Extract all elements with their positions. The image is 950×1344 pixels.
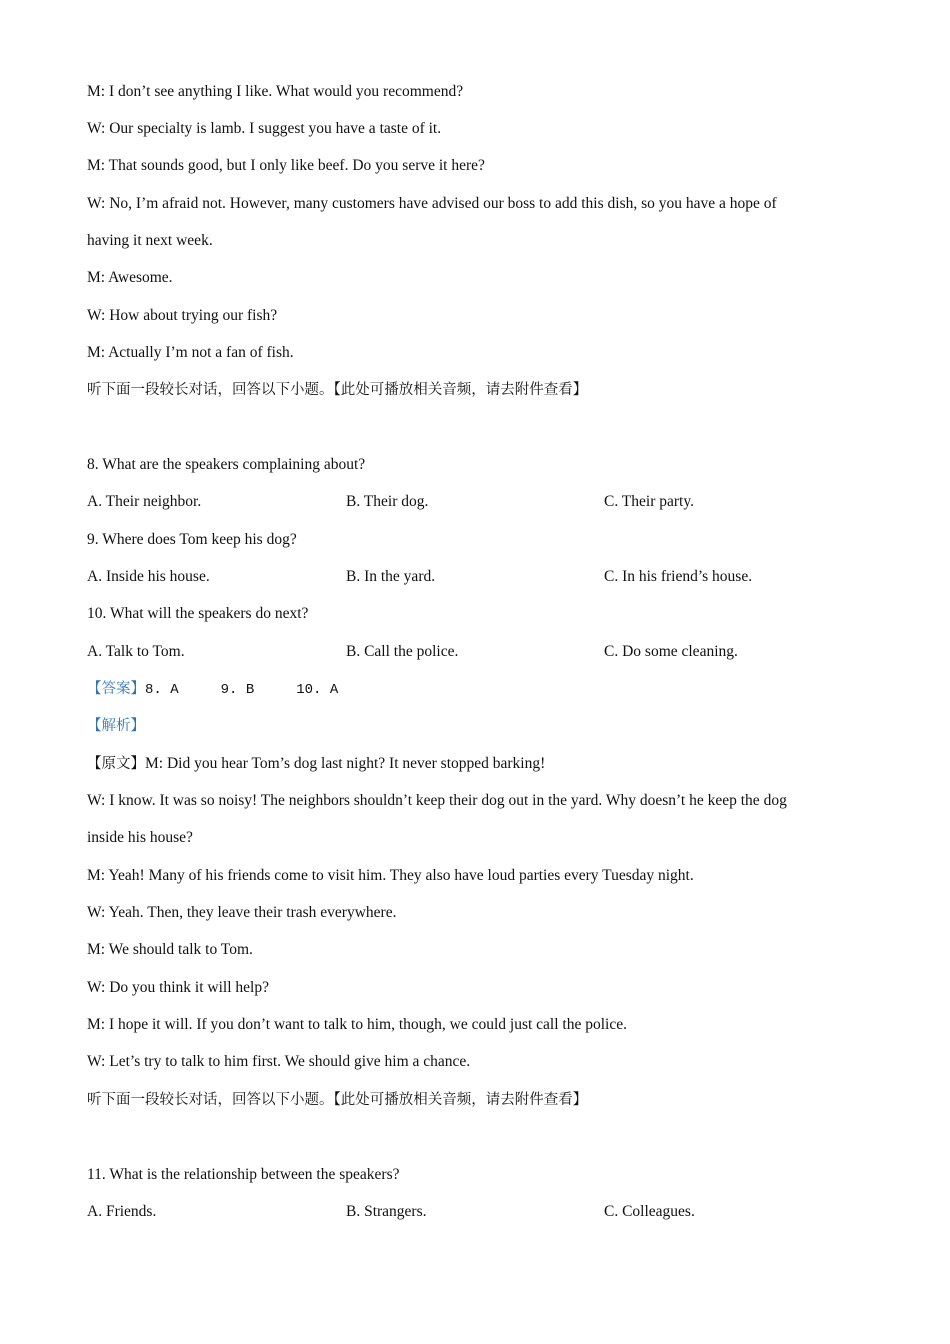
question-9: 9. Where does Tom keep his dog?: [87, 531, 297, 548]
q8-option-c: C. Their party.: [604, 493, 694, 510]
q8-option-b: B. Their dog.: [346, 493, 429, 510]
dialogue-line: W: I know. It was so noisy! The neighbors shouldn’t keep their dog out in the yard. Why doesn’t he keep the dog: [87, 792, 787, 809]
original-first-line: M: Did you hear Tom’s dog last night? It never stopped barking!: [145, 755, 546, 772]
original-label: 【原文】: [87, 756, 145, 772]
dialogue-line: M: I don’t see anything I like. What would you recommend?: [87, 83, 464, 100]
dialogue-line: W: Our specialty is lamb. I suggest you have a taste of it.: [87, 120, 442, 137]
dialogue-line: having it next week.: [87, 232, 213, 249]
q10-option-b: B. Call the police.: [346, 643, 459, 660]
dialogue-line: M: Awesome.: [87, 269, 173, 286]
question-10: 10. What will the speakers do next?: [87, 605, 309, 622]
listen-instruction: 听下面一段较长对话，回答以下小题。【此处可播放相关音频，请去附件查看】: [87, 1092, 588, 1108]
original-line: [87, 754, 545, 774]
dialogue-line: W: Yeah. Then, they leave their trash everywhere.: [87, 904, 397, 921]
dialogue-line: M: I hope it will. If you don’t want to talk to him, though, we could just call the police.: [87, 1016, 627, 1033]
q9-option-a: A. Inside his house.: [87, 568, 210, 585]
answer-text: 8. A 9. B 10. A: [145, 682, 339, 698]
dialogue-line: W: How about trying our fish?: [87, 307, 278, 324]
dialogue-line: M: We should talk to Tom.: [87, 941, 253, 958]
analysis-label: 【解析】: [87, 718, 145, 734]
dialogue-line: M: Yeah! Many of his friends come to visit him. They also have loud parties every Tuesday night.: [87, 867, 694, 884]
dialogue-line: M: That sounds good, but I only like beef. Do you serve it here?: [87, 157, 485, 174]
q11-option-b: B. Strangers.: [346, 1203, 427, 1220]
q9-option-b: B. In the yard.: [346, 568, 436, 585]
question-11: 11. What is the relationship between the speakers?: [87, 1166, 400, 1183]
dialogue-line: M: Actually I’m not a fan of fish.: [87, 344, 294, 361]
q11-option-a: A. Friends.: [87, 1203, 157, 1220]
question-8: 8. What are the speakers complaining about?: [87, 456, 366, 473]
q10-option-c: C. Do some cleaning.: [604, 643, 738, 660]
q11-option-c: C. Colleagues.: [604, 1203, 695, 1220]
dialogue-line: W: No, I’m afraid not. However, many customers have advised our boss to add this dish, so you have a hope of: [87, 195, 777, 212]
listen-instruction: 听下面一段较长对话，回答以下小题。【此处可播放相关音频，请去附件查看】: [87, 382, 588, 398]
dialogue-line: W: Do you think it will help?: [87, 979, 269, 996]
q8-option-a: A. Their neighbor.: [87, 493, 202, 510]
dialogue-line: W: Let’s try to talk to him first. We should give him a chance.: [87, 1053, 471, 1070]
q9-option-c: C. In his friend’s house.: [604, 568, 753, 585]
answer-line: [87, 679, 338, 700]
dialogue-line: inside his house?: [87, 829, 193, 846]
q10-option-a: A. Talk to Tom.: [87, 643, 185, 660]
answer-label: 【答案】: [87, 681, 145, 697]
